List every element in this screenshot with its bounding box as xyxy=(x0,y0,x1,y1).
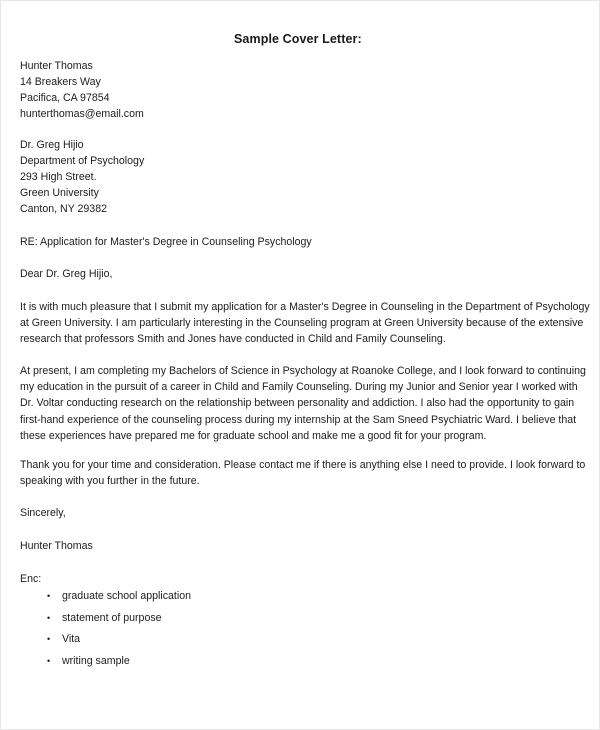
salutation: Dear Dr. Greg Hijio, xyxy=(20,268,113,280)
sender-street: 14 Breakers Way xyxy=(20,76,101,89)
page-title: Sample Cover Letter: xyxy=(234,32,362,46)
paragraph-line: first-hand experience of the counseling process during my internship at the Sam Sneed Psychiatric Ward. I believe that xyxy=(20,413,577,426)
recipient-organization: Green University xyxy=(20,187,99,200)
body-paragraph-1 xyxy=(20,299,590,348)
signature-name: Hunter Thomas xyxy=(20,540,93,552)
sender-name: Hunter Thomas xyxy=(20,60,93,72)
recipient-department: Department of Psychology xyxy=(20,155,145,168)
list-item xyxy=(1,629,191,651)
paragraph-line: my education in the pursuit of a career in Child and Family Counseling. During my Junior and Senior year I worked with xyxy=(20,381,578,394)
sender-city-state-zip: Pacifica, CA 97854 xyxy=(20,92,110,105)
bullet-icon: • xyxy=(47,634,51,644)
paragraph-line: these experiences have prepared me for graduate school and make me a good fit for your program. xyxy=(20,429,487,442)
recipient-name: Dr. Greg Hijio xyxy=(20,139,84,151)
paragraph-line: at Green University. I am particularly interesting in the Counseling program at Green University because of the extensive xyxy=(20,317,584,330)
paragraph-line: Dr. Voltar conducting research on the relationship between personality and addiction. I also had the opportunity to gain xyxy=(20,397,575,410)
recipient-street: 293 High Street. xyxy=(20,171,97,184)
body-paragraph-2 xyxy=(20,363,586,444)
paragraph-line: Thank you for your time and consideration. Please contact me if there is anything else I need to provide. I look forward to xyxy=(20,459,586,471)
list-item xyxy=(1,608,191,630)
enclosure-label: Enc: xyxy=(20,573,42,585)
sender-email: hunterthomas@email.com xyxy=(20,108,144,121)
paragraph-line: It is with much pleasure that I submit my application for a Master's Degree in Counseling in the Department of Psychology xyxy=(20,301,590,313)
list-item xyxy=(1,586,191,608)
letter-sheet xyxy=(1,1,599,729)
list-item xyxy=(1,651,191,673)
body-paragraph-3 xyxy=(20,457,586,489)
closing-salutation: Sincerely, xyxy=(20,507,66,519)
paragraph-line: At present, I am completing my Bachelors of Science in Psychology at Roanoke College, and I look forward to continuing xyxy=(20,365,586,377)
bullet-icon: • xyxy=(47,591,51,601)
list-item-label: statement of purpose xyxy=(62,611,162,624)
subject-line: RE: Application for Master's Degree in Counseling Psychology xyxy=(20,236,312,248)
recipient-address-block xyxy=(20,137,144,217)
recipient-city-state-zip: Canton, NY 29382 xyxy=(20,203,107,216)
list-item-label: writing sample xyxy=(62,654,130,667)
paragraph-line: research that professors Smith and Jones have conducted in Child and Family Counseling. xyxy=(20,333,446,346)
sender-address-block xyxy=(20,58,144,122)
paragraph-line: speaking with you further in the future. xyxy=(20,475,200,488)
list-item-label: Vita xyxy=(62,633,81,645)
enclosure-list xyxy=(1,586,191,672)
bullet-icon: • xyxy=(47,655,51,666)
list-item-label: graduate school application xyxy=(62,590,191,602)
bullet-icon: • xyxy=(47,612,51,623)
